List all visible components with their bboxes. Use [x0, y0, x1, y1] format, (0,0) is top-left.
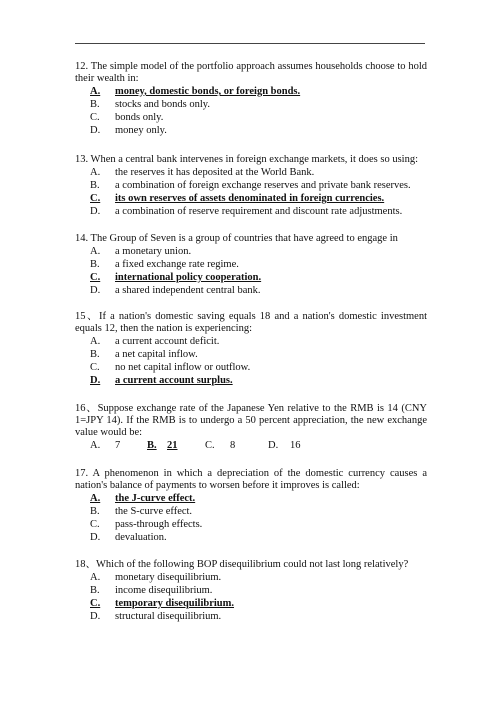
option-b: B. stocks and bonds only. [90, 99, 210, 110]
header-rule [75, 43, 425, 44]
option-d: D. devaluation. [90, 532, 167, 543]
option-c: C. bonds only. [90, 112, 164, 123]
question-stem: 12. The simple model of the portfolio approach assumes households choose to hold their wealth in: [75, 61, 427, 84]
option-a: A. a monetary union. [90, 246, 192, 257]
question-stem: 18、Which of the following BOP disequilibrium could not last long relatively? [75, 559, 409, 570]
question-18 [75, 559, 427, 623]
question-13 [75, 154, 427, 218]
question-17 [75, 468, 427, 544]
question-12 [75, 61, 427, 137]
question-stem: 13. When a central bank intervenes in foreign exchange markets, it does so using: [75, 154, 418, 165]
option-c-text: 8 [230, 440, 236, 451]
question-stem: 16、Suppose exchange rate of the Japanese Yen relative to the RMB is 14 (CNY 1=JPY 14). If the RMB is to undergo a 50 percent appreciation, the new exchange value would be: [75, 403, 427, 438]
option-d-letter: D. [268, 440, 279, 451]
option-c: C. its own reserves of assets denominated in foreign currencies. [90, 193, 385, 204]
option-a-letter: A. [90, 440, 101, 451]
question-stem: 17. A phenomenon in which a depreciation of the domestic currency causes a nation's balance of payments to worsen before it improves is called: [75, 468, 427, 491]
option-d: D. a combination of reserve requirement and discount rate adjustments. [90, 206, 403, 217]
option-d: D. a shared independent central bank. [90, 285, 261, 296]
inline-options [75, 439, 427, 452]
option-b: B. the S-curve effect. [90, 506, 193, 517]
option-d: D. structural disequilibrium. [90, 611, 222, 622]
option-b-letter: B. [147, 440, 157, 451]
option-d: D. a current account surplus. [90, 375, 233, 386]
option-d-text: 16 [290, 440, 301, 451]
question-stem: 14. The Group of Seven is a group of countries that have agreed to engage in [75, 233, 398, 244]
option-b: B. a net capital inflow. [90, 349, 198, 360]
option-b-text: 21 [167, 440, 178, 451]
question-stem: 15、If a nation's domestic saving equals 18 and a nation's domestic investment equals 12, then the nation is experiencing: [75, 311, 427, 334]
option-a: A. the J-curve effect. [90, 493, 196, 504]
question-15 [75, 311, 427, 387]
option-c: C. no net capital inflow or outflow. [90, 362, 251, 373]
option-c: C. temporary disequilibrium. [90, 598, 235, 609]
option-c-letter: C. [205, 440, 215, 451]
option-a: A. a current account deficit. [90, 336, 220, 347]
option-a: A. money, domestic bonds, or foreign bonds. [90, 86, 301, 97]
question-16 [75, 403, 427, 452]
option-c: C. international policy cooperation. [90, 272, 262, 283]
option-a: A. the reserves it has deposited at the World Bank. [90, 167, 315, 178]
question-14 [75, 233, 427, 297]
option-c: C. pass-through effects. [90, 519, 203, 530]
option-b: B. a fixed exchange rate regime. [90, 259, 239, 270]
option-b: B. a combination of foreign exchange reserves and private bank reserves. [90, 180, 411, 191]
option-a: A. monetary disequilibrium. [90, 572, 222, 583]
option-a-text: 7 [115, 440, 121, 451]
option-d: D. money only. [90, 125, 167, 136]
option-b: B. income disequilibrium. [90, 585, 213, 596]
